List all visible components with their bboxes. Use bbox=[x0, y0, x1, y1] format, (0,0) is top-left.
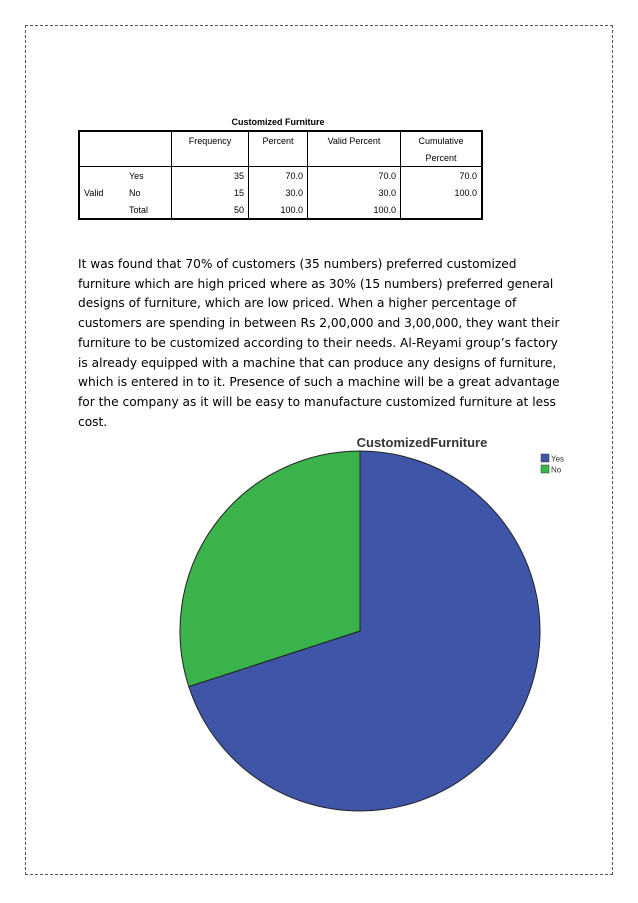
cell-valid-percent: 70.0 bbox=[308, 167, 401, 185]
header-cumulative: Cumulative bbox=[401, 131, 483, 149]
group-label: Valid bbox=[79, 184, 125, 201]
cell-valid-percent: 100.0 bbox=[308, 201, 401, 219]
table-title: Customized Furniture bbox=[231, 117, 325, 127]
cell-percent: 100.0 bbox=[249, 201, 308, 219]
legend-label-no: No bbox=[551, 465, 562, 475]
cell-frequency: 50 bbox=[172, 201, 249, 219]
header-frequency: Frequency bbox=[172, 131, 249, 149]
cell-cumulative-percent: 100.0 bbox=[401, 184, 483, 201]
cell-valid-percent: 30.0 bbox=[308, 184, 401, 201]
row-label: No bbox=[129, 187, 141, 198]
chart-title: CustomizedFurniture bbox=[356, 435, 488, 450]
header-percent: Percent bbox=[249, 131, 308, 149]
header-cumulative-percent: Percent bbox=[401, 149, 483, 167]
legend-swatch-no bbox=[541, 465, 549, 473]
cell-percent: 30.0 bbox=[249, 184, 308, 201]
cell-frequency: 15 bbox=[172, 184, 249, 201]
cell-frequency: 35 bbox=[172, 167, 249, 185]
cell-percent: 70.0 bbox=[249, 167, 308, 185]
legend-swatch-yes bbox=[541, 454, 549, 462]
row-label: Total bbox=[125, 201, 172, 219]
cell-cumulative-percent: 70.0 bbox=[401, 167, 483, 185]
header-valid-percent: Valid Percent bbox=[308, 131, 401, 149]
legend-label-yes: Yes bbox=[551, 454, 565, 464]
row-label: Yes bbox=[125, 167, 172, 185]
body-paragraph: It was found that 70% of customers (35 numbers) preferred customized furniture which are high priced where as 30% (15 numbers) preferred general designs of furniture, which are low priced. When a higher percentage of customers are spending in between Rs 2,00,000 and 3,00,000, they want their furniture to be customized according to their needs. Al-Reyami group’s factory is already equipped with a machine that can produce any designs of furniture, which is entered in to it. Presence of such a machine will be a great advantage for the company as it will be easy to manufacture customized furniture at less cost. bbox=[78, 257, 560, 429]
